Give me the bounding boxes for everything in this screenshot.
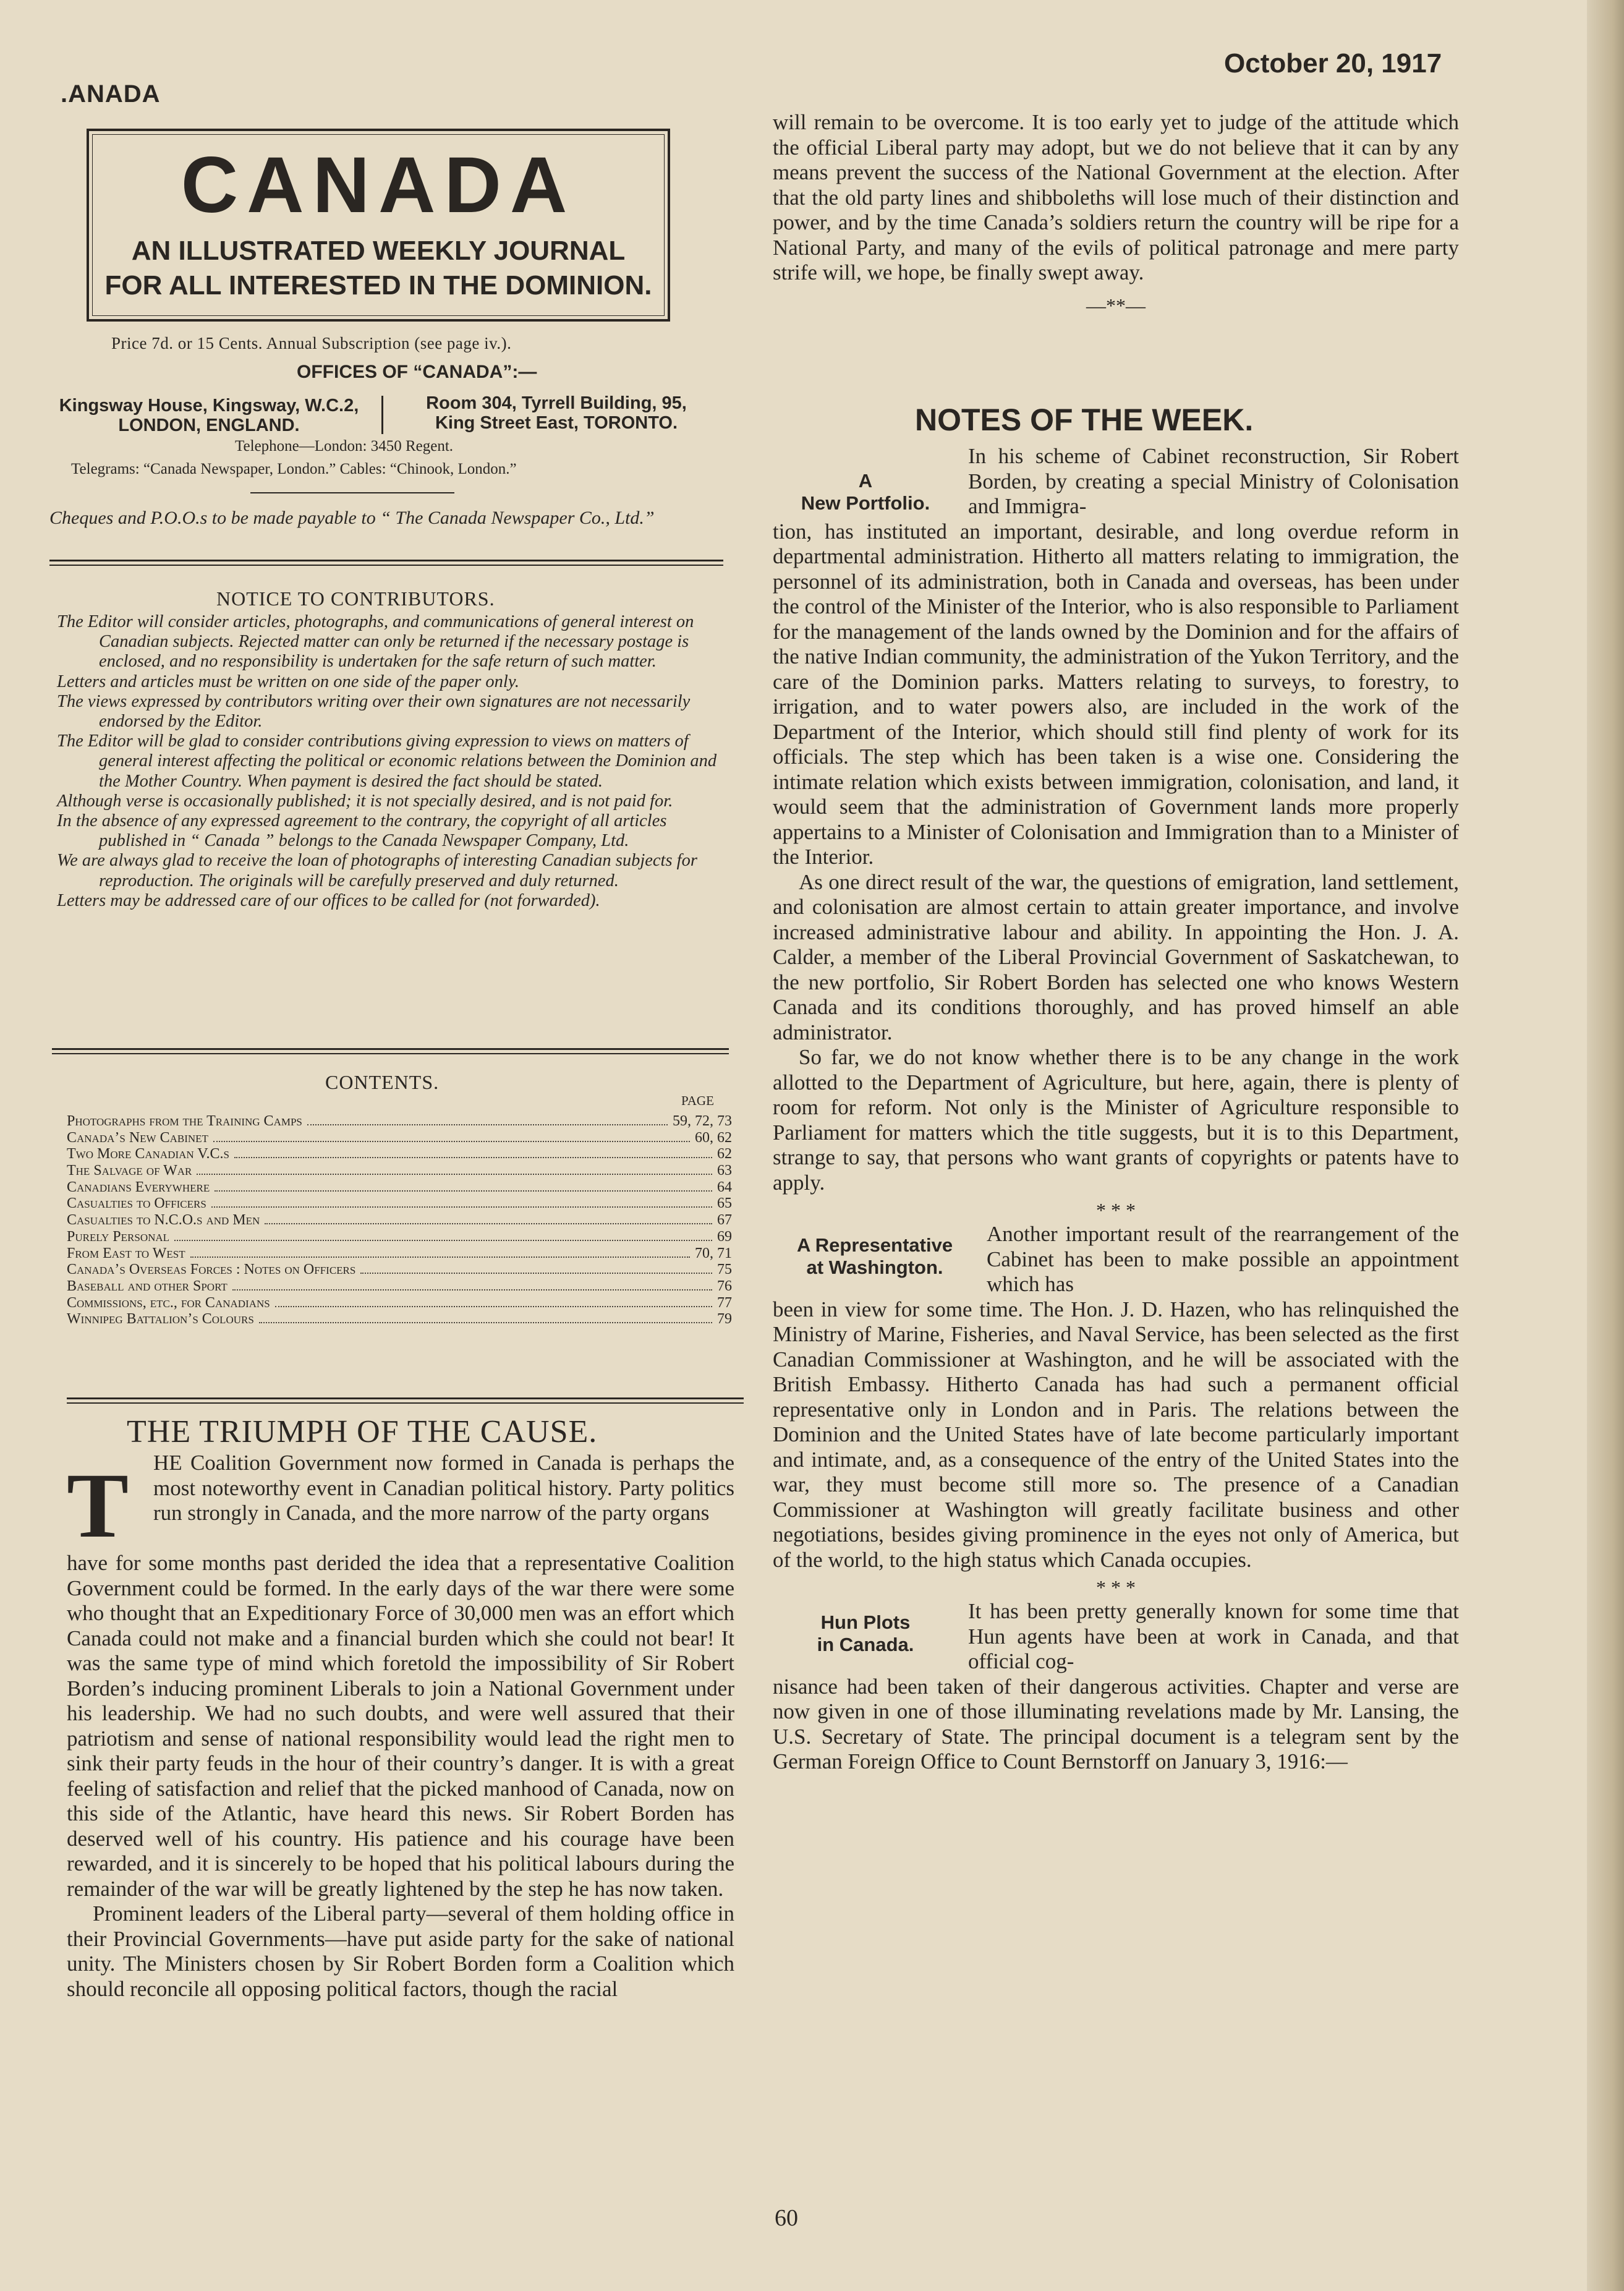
paragraph: So far, we do not know whether there is to be any change in the work allotted to the Department of Agriculture, but here, again, there is plenty of room for reform. Not only is the Minister of Agriculture responsible to Parliament for matters which the title suggests, but it is to this Department, strange to say, that persons who want grants of copyrights or patents have to apply. — [773, 1045, 1459, 1195]
section-break: —**— — [1086, 294, 1146, 317]
contents-entry-page: 64 — [717, 1179, 732, 1195]
office-london-line-2: LONDON, ENGLAND. — [118, 416, 300, 435]
contents-entry-page: 63 — [717, 1163, 732, 1179]
notice-item: Letters and articles must be written on one side of the paper only. — [57, 672, 520, 691]
office-toronto-line-1: Room 304, Tyrrell Building, 95, — [426, 393, 687, 413]
contents-entry-page: 70, 71 — [695, 1245, 732, 1261]
notice-heading: NOTICE TO CONTRIBUTORS. — [216, 587, 495, 610]
contents-entry-page: 79 — [717, 1311, 732, 1328]
contents-entry — [67, 1195, 732, 1212]
paragraph: Prominent leaders of the Liberal party—several of them holding office in their Provincial Governments—have put aside party for the sake of national unity. The Ministers chosen by Sir Robert Borden form a Coalition which should reconcile all opposing political factors, though the racial — [67, 1901, 734, 2001]
section-rule-1 — [49, 560, 723, 566]
article-body-triumph — [67, 1551, 734, 2002]
notes-item-washington-head — [773, 1222, 1459, 1297]
contents-entry-page: 77 — [717, 1294, 732, 1311]
contents-entry — [67, 1212, 732, 1229]
paragraph: tion, has instituted an important, desirable, and long overdue reform in departmental administration. Hitherto all matters relating to immigration, the personnel of its administration, both in Canada and overseas, has been under the control of the Minister of the Interior, who is also responsible to Parliament for the management of the lands owned by the Dominion and for the affairs of the native Indian community, the administration of the Yukon Territory, and the care of the Dominion parks. Matters relating to surveys, to forestry, to irrigation, and to water powers also, are included in the work of the Department of the Interior, which should still find plenty of work for its officials. The step which has been taken is a wise one. Considering the intimate relation which exists between immigration, colonisation, and land, it would seem that the administration of Government lands more properly appertains to a Minister of Colonisation and Immigration than to a Minister of the Interior. — [773, 519, 1459, 869]
masthead-subtitle-1: AN ILLUSTRATED WEEKLY JOURNAL — [131, 236, 626, 266]
leader-dots — [259, 1322, 712, 1323]
notes-body-washington — [773, 1297, 1459, 1573]
leader-dots — [211, 1206, 712, 1208]
masthead-subtitle-2: FOR ALL INTERESTED IN THE DOMINION. — [104, 270, 652, 301]
contents-entry-title: From East to West — [67, 1245, 185, 1261]
notice-list — [57, 612, 721, 911]
contents-heading: CONTENTS. — [325, 1071, 440, 1093]
notice-item: In the absence of any expressed agreement to the contrary, the copyright of all articles published in “ Canada ” belongs to the Canada Newspaper Company, Ltd. — [57, 811, 667, 851]
contents-entry-page: 67 — [717, 1212, 732, 1229]
contents-entry-page: 59, 72, 73 — [673, 1113, 732, 1129]
contents-entry — [67, 1163, 732, 1179]
contents-entry — [67, 1113, 732, 1130]
side-heading-portfolio — [773, 444, 958, 514]
contents-entry-page: 76 — [717, 1278, 732, 1294]
contents-entry — [67, 1179, 732, 1196]
contents-entry — [67, 1295, 732, 1312]
contents-entry-title: Commissions, etc., for Canadians — [67, 1294, 270, 1311]
contents-entry — [67, 1245, 732, 1262]
contents-entry — [67, 1146, 732, 1163]
article-lead-triumph: HE Coalition Government now formed in Canada is perhaps the most noteworthy event in Canadian political history. Party politics run strongly in Canada, and the more narrow of the party organs — [153, 1451, 734, 1525]
notes-heading: NOTES OF THE WEEK. — [915, 403, 1254, 437]
office-divider — [381, 396, 383, 434]
leader-dots — [213, 1141, 690, 1142]
side-heading-washington — [773, 1222, 977, 1279]
notes-column — [773, 444, 1459, 1775]
leader-dots — [232, 1289, 712, 1291]
short-rule — [250, 492, 454, 493]
article-continued-triumph: will remain to be overcome. It is too early yet to judge of the attitude which the official Liberal party may adopt, but we do not believe that it can by any means prevent the success of the National Government at the election. After that the old party lines and shibboleths will lose much of their distinction and power, and by the time Canada’s soldiers return the country will be ripe for a National Party, and many of the evils of political patronage and mere party strife will, we hope, be finally swept away. — [773, 110, 1459, 284]
price-line: Price 7d. or 15 Cents. Annual Subscription (see page iv.). — [111, 334, 512, 352]
notes-item-portfolio-head — [773, 444, 1459, 519]
contents-entry-title: Casualties to Officers — [67, 1195, 206, 1212]
paragraph: have for some months past derided the idea that a representative Coalition Government could be formed. In the early days of the war there were some who thought that an Expeditionary Force of 30,000 men was an effort which Canada could not make and a financial burden which she could not bear! It was the same type of mind which foretold the impossibility of Sir Robert Borden’s inducing prominent Liberals to join a National Government under his leadership. We had no such doubts, and were well assured that their patriotism and sense of national responsibility would lead the right men to sink their party feuds in the hour of their country’s danger. It is with a great feeling of satisfaction and relief that the picked manhood of Canada, now on this side of the Atlantic, have heard this news. Sir Robert Borden has deserved well of his country. His patience and his courage have been rewarded, and it is sincerely to be hoped that his political labours during the remainder of the war will be greatly lightened by the step he has now taken. — [67, 1551, 734, 1901]
contents-list — [67, 1113, 732, 1328]
side-heading-line: A — [858, 470, 873, 492]
notes-body-hun — [773, 1675, 1459, 1775]
leader-dots — [360, 1273, 712, 1274]
drop-cap: T — [67, 1454, 129, 1557]
notes-item-hun-head — [773, 1599, 1459, 1675]
office-london-line-1: Kingsway House, Kingsway, W.C.2, — [59, 396, 359, 416]
leader-dots — [234, 1157, 712, 1158]
contents-entry-page: 69 — [717, 1228, 732, 1245]
masthead — [87, 129, 670, 322]
side-heading-hun — [773, 1599, 958, 1656]
contents-entry-title: The Salvage of War — [67, 1163, 192, 1179]
contents-entry-title: Canada’s Overseas Forces : Notes on Officers — [67, 1261, 356, 1278]
leader-dots — [190, 1256, 690, 1258]
notes-lead-portfolio: In his scheme of Cabinet reconstruction, Sir Robert Borden, by creating a special Ministry of Colonisation and Immigra- — [968, 444, 1459, 518]
leader-dots — [215, 1190, 712, 1192]
side-heading-line: at Washington. — [806, 1256, 943, 1278]
contents-entry — [67, 1130, 732, 1146]
leader-dots — [307, 1124, 668, 1125]
side-heading-line: in Canada. — [817, 1634, 914, 1655]
contents-page-label: PAGE — [681, 1093, 714, 1108]
side-heading-line: Hun Plots — [820, 1611, 911, 1633]
star-break: * * * — [1096, 1199, 1136, 1221]
contents-entry — [67, 1278, 732, 1295]
section-rule-3 — [67, 1397, 744, 1404]
leader-dots — [275, 1306, 712, 1307]
notes-lead-washington: Another important result of the rearrangement of the Cabinet has been to make possible an appointment which has — [987, 1222, 1459, 1296]
telegrams-line: Telegrams: “Canada Newspaper, London.” Cables: “Chinook, London.” — [71, 461, 517, 477]
contents-entry-title: Two More Canadian V.C.s — [67, 1146, 229, 1163]
side-heading-line: A Representative — [796, 1234, 953, 1256]
contents-entry-title: Purely Personal — [67, 1228, 170, 1245]
notice-item: The views expressed by contributors writing over their own signatures are not necessarily endorsed by the Editor. — [57, 691, 691, 732]
office-london — [48, 396, 370, 435]
notes-lead-hun: It has been pretty generally known for some time that Hun agents have been at work in Canada, and that official cog- — [968, 1599, 1459, 1673]
notice-item: We are always glad to receive the loan of photographs of interesting Canadian subjects for reproduction. The originals will be carefully preserved and duly returned. — [57, 851, 697, 890]
notice-item: The Editor will consider articles, photographs, and communications of general interest on Canadian subjects. Rejected matter can only be returned if the necessary postage is enclosed, and no responsibility is undertaken for the safe return of such matter. — [57, 612, 694, 672]
contents-entry-page: 75 — [717, 1261, 732, 1278]
contents-entry-title: Canadians Everywhere — [67, 1179, 210, 1195]
office-toronto — [396, 393, 717, 433]
notice-item: The Editor will be glad to consider contributions giving expression to views on matters of general interest affecting the political or economic relations between the Dominion and the Mother Country. When payment is desired the fact should be stated. — [57, 732, 717, 791]
page-edge-shadow — [1587, 0, 1624, 2291]
contents-entry-title: Photographs from the Training Camps — [67, 1113, 302, 1129]
section-rule-2 — [52, 1048, 729, 1054]
telephone-line: Telephone—London: 3450 Regent. — [235, 438, 454, 454]
article-heading-triumph: THE TRIUMPH OF THE CAUSE. — [127, 1414, 598, 1449]
paragraph: nisance had been taken of their dangerous activities. Chapter and verse are now given in one of those illuminating revelations made by Mr. Lansing, the U.S. Secretary of State. The principal document is a telegram sent by the German Foreign Office to Count Bernstorff on January 3, 1916:— — [773, 1674, 1459, 1773]
paragraph: As one direct result of the war, the questions of emigration, land settlement, and colonisation are almost certain to attain greater importance, and involve increased administrative labour and ability. In appointing the Hon. J. A. Calder, a member of the Liberal Provincial Government of Saskatchewan, to the new portfolio, Sir Robert Borden has selected one who knows Western Canada and its conditions thoroughly, and has proved himself an able administrator. — [773, 869, 1459, 1044]
contents-entry-title: Baseball and other Sport — [67, 1278, 227, 1294]
page-number: 60 — [775, 2205, 798, 2231]
running-head: .ANADA — [61, 80, 161, 108]
notice-item: Although verse is occasionally published; it is not specially desired, and is not paid for. — [57, 791, 673, 811]
star-break: * * * — [1096, 1576, 1136, 1598]
contents-entry-page: 60, 62 — [695, 1129, 732, 1146]
leader-dots — [265, 1223, 712, 1224]
contents-entry-title: Casualties to N.C.O.s and Men — [67, 1212, 260, 1229]
contents-entry-title: Canada’s New Cabinet — [67, 1129, 208, 1146]
office-toronto-line-2: King Street East, TORONTO. — [435, 413, 678, 433]
masthead-title: CANADA — [181, 141, 576, 229]
paragraph: been in view for some time. The Hon. J. D. Hazen, who has relinquished the Ministry of Marine, Fisheries, and Naval Service, has been selected as the first Canadian Commissioner at Washington, and he will be associated with the British Embassy. Hitherto Canada has had such a permanent official representative only in London and in Paris. The relations between the Dominion and the United States have of late become particularly important and intimate, and, as a consequence of the entry of the United States into the war, they must become still more so. The presence of a Canadian Commissioner at Washington will greatly facilitate business and other negotiations, besides giving prominence in the eyes not only of America, but of the world, to the high status which Canada occupies. — [773, 1297, 1459, 1572]
notes-body-portfolio — [773, 519, 1459, 1196]
contents-entry — [67, 1229, 732, 1245]
leader-dots — [174, 1240, 712, 1241]
cheques-note: Cheques and P.O.O.s to be made payable to “ The Canada Newspaper Co., Ltd.” — [49, 508, 655, 528]
contents-entry — [67, 1261, 732, 1278]
issue-date: October 20, 1917 — [1224, 48, 1442, 79]
contents-entry-page: 62 — [717, 1146, 732, 1163]
contents-entry-page: 65 — [717, 1195, 732, 1212]
leader-dots — [197, 1174, 712, 1175]
notice-item: Letters may be addressed care of our offices to be called for (not forwarded). — [57, 890, 600, 910]
offices-heading: OFFICES OF “CANADA”:— — [297, 362, 537, 382]
contents-entry-title: Winnipeg Battalion’s Colours — [67, 1311, 254, 1328]
side-heading-line: New Portfolio. — [801, 492, 930, 514]
contents-entry — [67, 1311, 732, 1328]
right-column — [773, 110, 1459, 317]
